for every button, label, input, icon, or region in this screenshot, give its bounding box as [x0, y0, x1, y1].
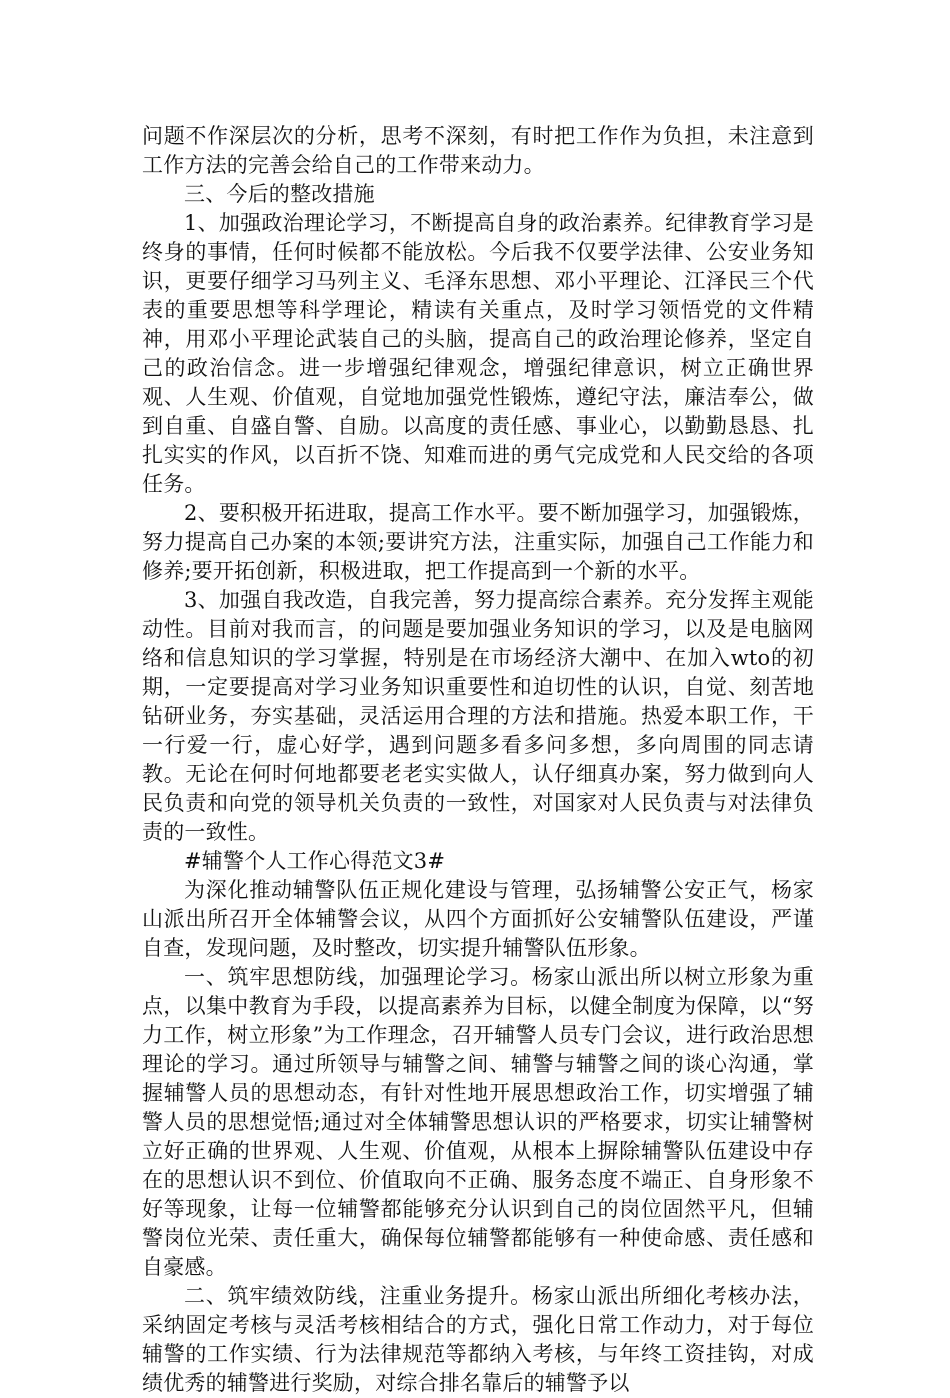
section-heading-sample-3: #辅警个人工作心得范文3# — [184, 849, 446, 873]
paragraph-4: 2、要积极开拓进取，提高工作水平。要不断加强学习，加强锻炼，努力提高自己办案的本领;要讲究方法，注重实际，加强自己工作能力和修养;要开拓创新，积极进取，把工作提高到一个新的水平。 — [142, 501, 814, 583]
paragraph-3: 1、加强政治理论学习，不断提高自身的政治素养。纪律教育学习是终身的事情，任何时候都不能放松。今后我不仅要学法律、公安业务知识，更要仔细学习马列主义、毛泽东思想、邓小平理论、江泽民三个代表的重要思想等科学理论，精读有关重点，及时学习领悟党的文件精神，用邓小平理论武装自己的头脑，提高自己的政治理论修养，坚定自己的政治信念。进一步增强纪律观念，增强纪律意识，树立正确世界观、人生观、价值观，自觉地加强党性锻炼，遵纪守法，廉洁奉公，做到自重、自盛自警、自励。以高度的责任感、事业心，以勤勤恳恳、扎扎实实的作风，以百折不饶、知难而进的勇气完成党和人民交给的各项任务。 — [142, 211, 814, 496]
paragraph-8: 一、筑牢思想防线，加强理论学习。杨家山派出所以树立形象为重点，以集中教育为手段，以提高素养为目标，以健全制度为保障，以“努力工作，树立形象”为工作理念，召开辅警人员专门会议，进行政治思想理论的学习。通过所领导与辅警之间、辅警与辅警之间的谈心沟通，掌握辅警人员的思想动态，有针对性地开展思想政治工作，切实增强了辅警人员的思想觉悟;通过对全体辅警思想认识的严格要求，切实让辅警树立好正确的世界观、人生观、价值观，从根本上摒除辅警队伍建设中存在的思想认识不到位、价值取向不正确、服务态度不端正、自身形象不好等现象，让每一位辅警都能够充分认识到自己的岗位固然平凡，但辅警岗位光荣、责任重大，确保每位辅警都能够有一种使命感、责任感和自豪感。 — [142, 965, 814, 1279]
paragraph-5: 3、加强自我改造，自我完善，努力提高综合素养。充分发挥主观能动性。目前对我而言，的问题是要加强业务知识的学习，以及是电脑网络和信息知识的学习掌握，特别是在市场经济大潮中、在加入wto的初期，一定要提高对学习业务知识重要性和迫切性的认识，自觉、刻苦地钻研业务，夯实基础，灵活运用合理的方法和措施。热爱本职工作，干一行爱一行，虚心好学，遇到问题多看多问多想，多向周围的同志请教。无论在何时何地都要老老实实做人，认仔细真办案，努力做到向人民负责和向党的领导机关负责的一致性，对国家对人民负责与对法律负责的一致性。 — [142, 588, 814, 844]
paragraph-9: 二、筑牢绩效防线，注重业务提升。杨家山派出所细化考核办法，采纳固定考核与灵活考核相结合的方式，强化日常工作动力，对于每位辅警的工作实绩、行为法律规范等都纳入考核，与年终工资挂钩，对成绩优秀的辅警进行奖励，对综合排名靠后的辅警予以 — [142, 1284, 814, 1395]
paragraph-1: 问题不作深层次的分析，思考不深刻，有时把工作作为负担，未注意到工作方法的完善会给自己的工作带来动力。 — [142, 124, 814, 177]
section-heading-rectification: 三、今后的整改措施 — [184, 182, 375, 206]
document-page — [142, 122, 814, 1398]
paragraph-7: 为深化推动辅警队伍正规化建设与管理，弘扬辅警公安正气，杨家山派出所召开全体辅警会议，从四个方面抓好公安辅警队伍建设，严谨自查，发现问题，及时整改，切实提升辅警队伍形象。 — [142, 878, 814, 960]
